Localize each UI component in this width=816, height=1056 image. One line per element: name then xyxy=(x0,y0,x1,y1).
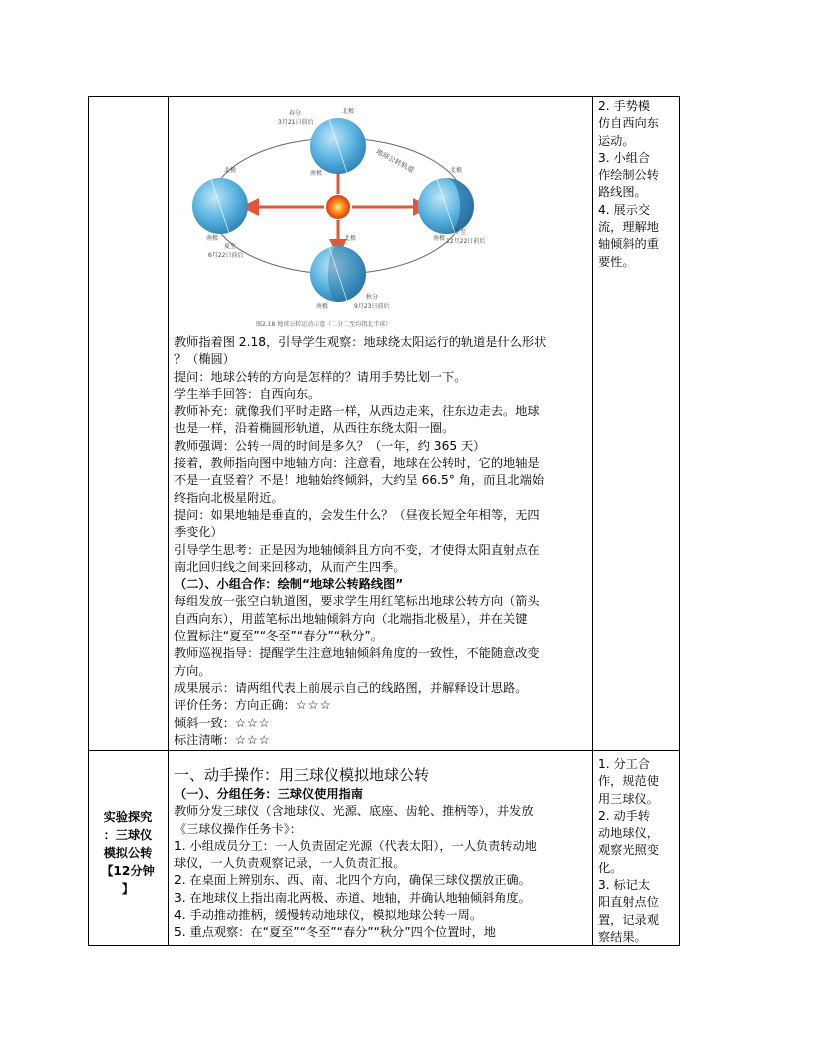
outcome-line: 观察光照变 xyxy=(598,843,659,858)
content-line: 成果展示：请两组代表上前展示自己的线路图，并解释设计思路。 xyxy=(174,680,528,695)
outcome-line: 化。 xyxy=(598,860,623,875)
row1-outcomes xyxy=(598,98,678,271)
content-line: 4. 手动推动推柄，缓慢转动地球仪，模拟地球公转一周。 xyxy=(174,908,483,923)
label-autumn: 秋分 xyxy=(366,294,379,301)
table-divider-1 xyxy=(168,96,169,946)
eval-line xyxy=(174,697,590,714)
label-south-autumn: 南极 xyxy=(316,303,329,310)
label-spring-date: 3月21日前后 xyxy=(278,119,314,126)
stage-label-line: 【12分钟 xyxy=(101,864,155,878)
content-line: 5. 重点观察：在“夏至”“冬至”“春分”“秋分”四个位置时，地 xyxy=(174,925,496,940)
content-line: 南北回归线之间来回移动，从而产生四季。 xyxy=(174,559,406,574)
content-line: 终指向北极星附近。 xyxy=(174,490,284,505)
row2-outcomes xyxy=(598,756,678,946)
content-line: 教师补充：就像我们平时走路一样，从西边走来，往东边走去。地球 xyxy=(174,404,540,419)
label-summer: 夏至 xyxy=(224,243,237,250)
rating-stars: ☆☆☆ xyxy=(295,698,332,713)
outcome-line: 2. 手势模 xyxy=(598,99,651,113)
outcome-line: 作绘制公转 xyxy=(598,168,659,183)
table-border-right xyxy=(679,96,680,946)
outcome-line: 阳直射点位 xyxy=(598,895,659,910)
content-line: 引导学生思考：正是因为地轴倾斜且方向不变，才使得太阳直射点在 xyxy=(174,542,540,557)
outcome-line: 动地球仪， xyxy=(598,826,659,841)
outcome-line: 轴倾斜的重 xyxy=(598,237,659,252)
label-winter-date: 12月22日前后 xyxy=(446,238,486,245)
eval-label: 标注清晰： xyxy=(174,732,235,747)
outcome-line: 路线图。 xyxy=(598,185,647,200)
stage-label-line: 】 xyxy=(121,882,135,896)
outcome-line: 作，规范使 xyxy=(598,774,659,789)
content-line: 1. 小组成员分工：一人负责固定光源（代表太阳），一人负责转动地 xyxy=(174,838,537,853)
content-line: 教师指着图 2.18，引导学生观察：地球绕太阳运行的轨道是什么形状 xyxy=(174,335,547,349)
section-title: （二）、小组合作：绘制“地球公转路线图” xyxy=(174,577,404,592)
eval-line xyxy=(174,715,590,732)
content-line: ？（椭圆） xyxy=(174,352,235,367)
label-south-winter: 南极 xyxy=(433,235,446,242)
content-line: 3. 在地球仪上指出南北两极、赤道、地轴，并确认地轴倾斜角度。 xyxy=(174,890,531,905)
earth-orbit-figure xyxy=(184,102,494,330)
outcome-line: 2. 动手转 xyxy=(598,808,651,823)
content-line: 教师巡视指导：提醒学生注意地轴倾斜角度的一致性，不能随意改变 xyxy=(174,646,540,661)
label-north-winter: 北极 xyxy=(450,167,463,174)
label-south-spring: 南极 xyxy=(310,170,323,177)
sun xyxy=(326,195,350,219)
label-north-autumn: 北极 xyxy=(344,235,357,242)
outcome-line: 要性。 xyxy=(598,254,635,269)
content-line: 位置标注“夏至”“冬至”“春分”“秋分”。 xyxy=(174,629,383,644)
section-heading: 一、动手操作：用三球仪模拟地球公转 xyxy=(174,766,430,784)
outcome-line: 察结果。 xyxy=(598,929,647,944)
stage-label-line: ：三球仪 xyxy=(103,828,153,842)
eval-label: 倾斜一致： xyxy=(174,715,235,730)
outcome-line: 4. 展示交 xyxy=(598,202,651,217)
outcome-line: 1. 分工合 xyxy=(598,757,651,771)
label-north-summer: 北极 xyxy=(224,167,237,174)
eval-line xyxy=(174,732,590,749)
content-line: 《三球仪操作任务卡》： xyxy=(174,821,302,836)
rating-stars: ☆☆☆ xyxy=(234,715,271,730)
content-line: 2. 在桌面上辨别东、西、南、北四个方向，确保三球仪摆放正确。 xyxy=(174,873,531,888)
stage-label-line: 实验探究 xyxy=(103,810,153,824)
row1-content xyxy=(174,334,590,749)
content-line: 方向。 xyxy=(174,663,211,678)
outcome-line: 流，理解地 xyxy=(598,220,659,235)
stage-label-line: 模拟公转 xyxy=(103,846,153,860)
eval-label: 评价任务：方向正确： xyxy=(174,698,296,713)
label-winter: 冬至 xyxy=(454,229,467,236)
label-autumn-date: 9月23日前后 xyxy=(354,303,390,310)
content-line: 提问：如果地轴是垂直的，会发生什么？（昼夜长短全年相等，无四 xyxy=(174,507,540,522)
content-line: 教师分发三球仪（含地球仪、光源、底座、齿轮、推柄等），并发放 xyxy=(174,804,534,819)
outcome-line: 用三球仪。 xyxy=(598,791,659,806)
table-border-bottom xyxy=(88,945,680,946)
outcome-line: 3. 小组合 xyxy=(598,150,651,165)
content-line: 球仪，一人负责观察记录，一人负责汇报。 xyxy=(174,856,406,871)
label-north-spring: 北极 xyxy=(342,108,355,115)
content-line: 自西向东），用蓝笔标出地轴倾斜方向（北端指北极星），并在关键 xyxy=(174,611,528,626)
table-divider-2 xyxy=(592,96,593,946)
table-border-top xyxy=(88,96,680,97)
content-line: 不是一直竖着？不是！地轴始终倾斜，大约呈 66.5° 角，而且北端始 xyxy=(174,473,545,488)
section-subheading: （一）、分组任务：三球仪使用指南 xyxy=(174,787,363,801)
row2-stage-label xyxy=(88,808,168,898)
outcome-line: 仿自西向东 xyxy=(598,116,659,131)
outcome-line: 置，记录观 xyxy=(598,912,659,927)
content-line: 学生举手回答：自西向东。 xyxy=(174,386,321,401)
figure-caption: 图2.18 地球公转运动示意（二分二至均指北半球） xyxy=(256,321,392,328)
content-line: 季变化） xyxy=(174,525,223,540)
label-orbit: 地球公转轨道 xyxy=(374,147,416,175)
label-summer-date: 6月22日前后 xyxy=(208,252,244,259)
content-line: 每组发放一张空白轨道图，要求学生用红笔标出地球公转方向（箭头 xyxy=(174,594,540,609)
lesson-table xyxy=(88,96,680,946)
row-divider xyxy=(88,750,680,751)
content-line: 教师强调：公转一周的时间是多久？（一年，约 365 天） xyxy=(174,438,486,453)
outcome-line: 运动。 xyxy=(598,133,635,148)
content-line: 接着，教师指向图中地轴方向：注意看，地球在公转时，它的地轴是 xyxy=(174,456,540,471)
label-south-summer: 南极 xyxy=(206,235,219,242)
label-spring: 春分 xyxy=(289,110,302,117)
content-line: 提问：地球公转的方向是怎样的？请用手势比划一下。 xyxy=(174,369,467,384)
content-line: 也是一样，沿着椭圆形轨道，从西往东绕太阳一圈。 xyxy=(174,421,455,436)
outcome-line: 3. 标记太 xyxy=(598,878,651,893)
row2-content xyxy=(174,764,590,942)
rating-stars: ☆☆☆ xyxy=(234,732,271,747)
